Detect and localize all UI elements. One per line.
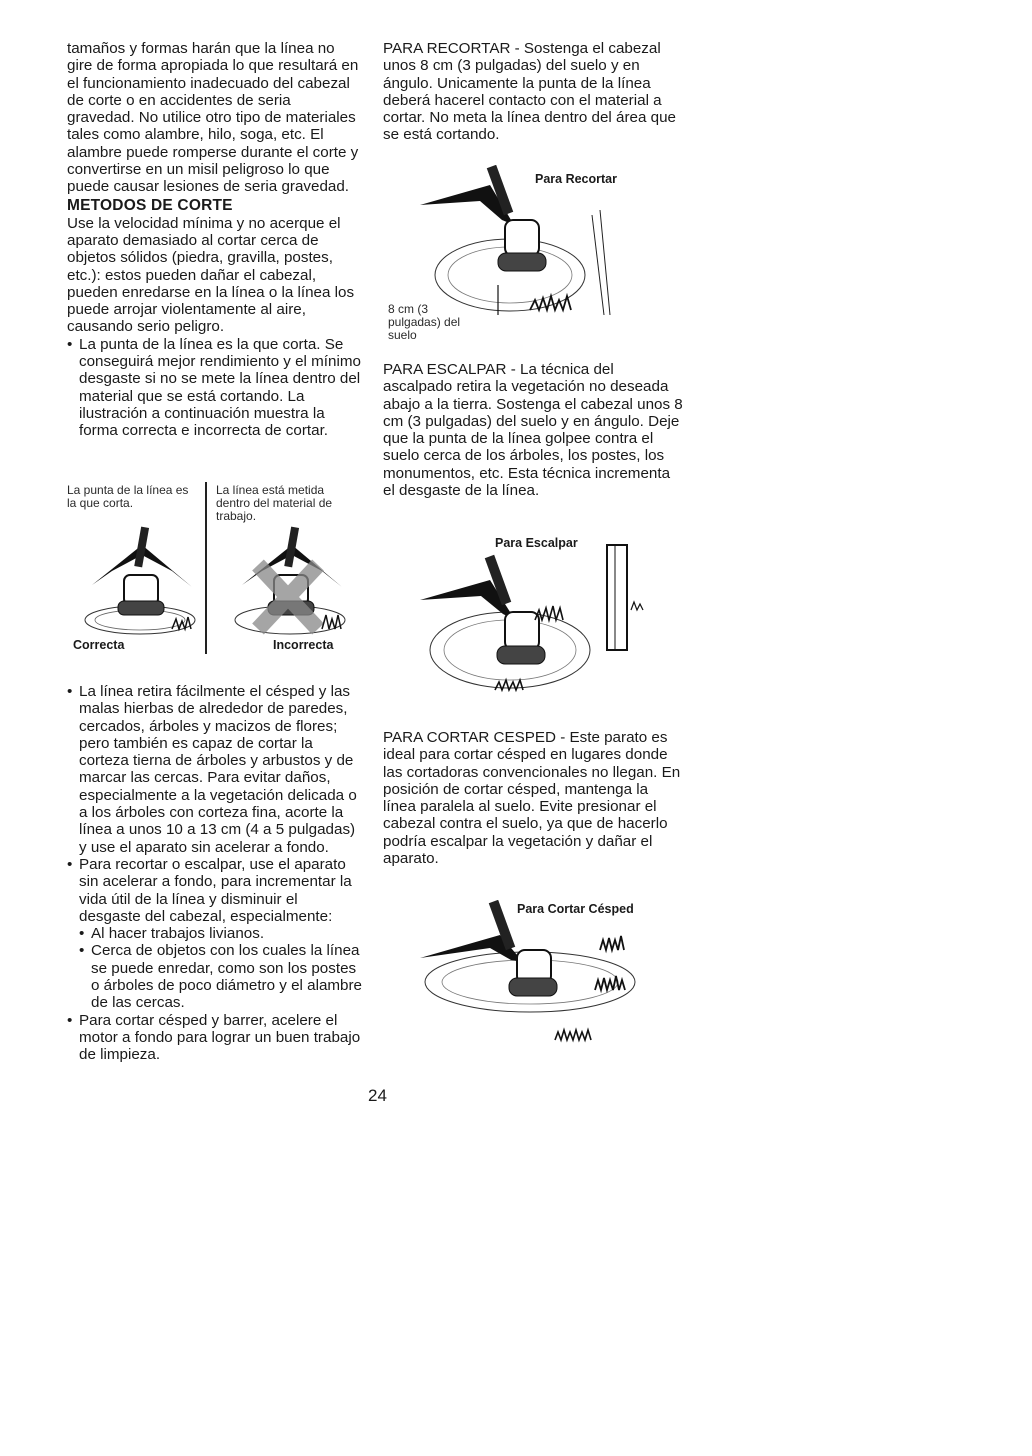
sub-item-light-work: • Al hacer trabajos livianos. (79, 925, 362, 942)
mowing-illustration (415, 900, 665, 1060)
left-column-lower (67, 683, 362, 1064)
right-column (383, 40, 683, 144)
sub-item-near-objects: • Cerca de objetos con los cuales la línea se puede enredar, como son los postes o árboles de poco diámetro y el alambre de las cercas. (79, 942, 362, 1011)
bullet-list-1 (67, 336, 362, 440)
scalping-illustration (415, 540, 675, 700)
mowing-paragraph: PARA CORTAR CESPED - Este parato es ideal para cortar césped en lugares donde las cortadoras convencionales no llegan. En posición de cortar césped, mantenga la línea paralela al suelo. Evite presionar el cabezal contra el suelo, ya que de hacerlo podría escalpar la vegetación y dañar el aparato. (383, 729, 681, 868)
page-number: 24 (368, 1086, 387, 1105)
bullet-list-2 (67, 683, 362, 1064)
bullet-mow-sweep: • Para cortar césped y barrer, acelere el motor a fondo para lograr un buen trabajo de limpieza. (67, 1012, 362, 1064)
figure-caption-incorrect: La línea está metida dentro del material de trabajo. (216, 483, 333, 523)
trimmer-correct-illustration (72, 525, 212, 645)
section-heading: METODOS DE CORTE (67, 196, 233, 214)
right-column-mowing (383, 729, 683, 867)
figure-title-trimming: Para Recortar (535, 172, 617, 186)
bullet-grass-removal: • La línea retira fácilmente el césped y las malas hierbas de alrededor de paredes, cercados, árboles y macizos de flores; pero también es capaz de cortar la corteza tierna de árboles y arbustos y de marcar las cercas. Para evitar daños, especialmente a la vegetación delicada o a los árboles con corteza fina, acorte la línea a unos 10 a 13 cm (4 a 5 pulgadas) y use el aparato sin acelerar a fondo. (67, 683, 362, 856)
label-incorrect: Incorrecta (273, 638, 334, 652)
figure-caption-correct: La punta de la línea es la que corta. (67, 483, 189, 510)
sub-list (79, 925, 362, 1011)
figure-title-mowing: Para Cortar Césped (517, 902, 634, 916)
scalping-paragraph: PARA ESCALPAR - La técnica del ascalpado retira la vegetación no deseada abajo a la tierra. Sostenga el cabezal unos 8 cm (3 pulgadas) del suelo y en ángulo. Deje que la punta de la línea golpee contra el suelo cerca de los árboles, los postes, los monumentos, etc. Esta técnica incrementa el desgaste de la línea. (383, 361, 683, 500)
label-correct: Correcta (73, 638, 125, 652)
right-column-scalping (383, 361, 683, 499)
left-column (67, 40, 362, 440)
trimmer-incorrect-illustration (222, 525, 362, 645)
figure-note-height: 8 cm (3 pulgadas) del suelo (388, 302, 461, 342)
bullet-line-tip: • La punta de la línea es la que corta. Se conseguirá mejor rendimiento y el mínimo desgaste si no se mete la línea dentro del material que se está cortando. La ilustración a continuación muestra la forma correcta e incorrecta de cortar. (67, 336, 362, 440)
cutting-methods-paragraph: Use la velocidad mínima y no acerque el aparato demasiado al cortar cerca de objetos sólidos (piedra, gravilla, postes, etc.): estos pueden dañar el cabezal, pueden enredarse en la línea o la línea los puede arrojar violentamente al aire, causando serio peligro. (67, 214, 355, 336)
bullet-trim-scalp: • Para recortar o escalpar, use el aparato sin acelerar a fondo, para incrementar la vida útil de la línea y disminuir el desgaste del cabezal, especialmente: • Al hacer trabajos livianos. • Cerca de objetos con los cuales la línea se puede enredar, como son los postes o árboles de poco diámetro y el alambre de las cercas. (67, 856, 362, 1012)
intro-paragraph: tamaños y formas harán que la línea no gire de forma apropiada lo que resultará en el funcionamiento inadecuado del cabezal de corte o en accidentes de seria gravedad. No utilice otro tipo de materiales tales como alambre, hilo, soga, etc. El alambre puede romperse durante el corte y convertirse en un misil peligroso lo que puede causar lesiones de seria gravedad. (67, 40, 359, 196)
figure-title-scalping: Para Escalpar (495, 536, 578, 550)
trimming-paragraph: PARA RECORTAR - Sostenga el cabezal unos 8 cm (3 pulgadas) del suelo y en ángulo. Unicamente la punta de la línea deberá hacerel contacto con el material a cortar. No meta la línea dentro del área que se está cortando. (383, 40, 676, 144)
